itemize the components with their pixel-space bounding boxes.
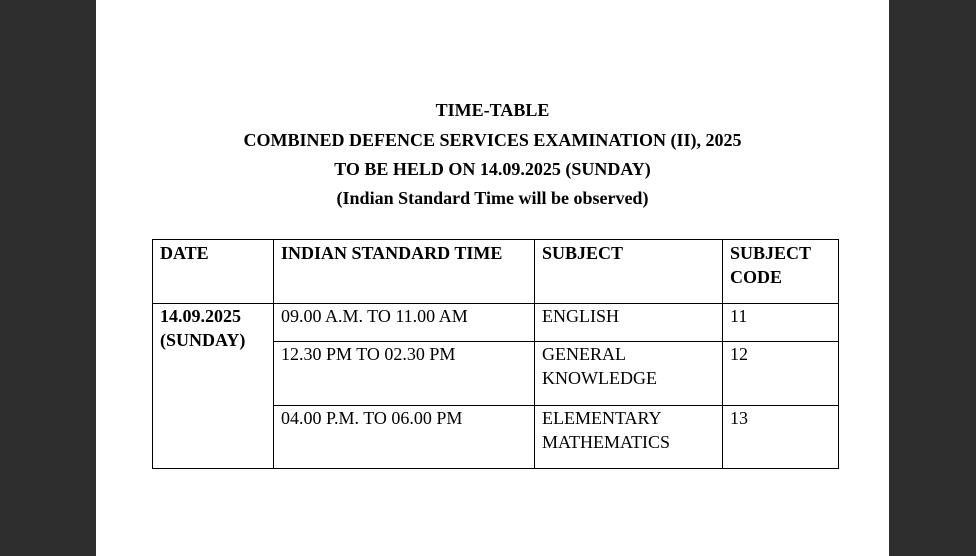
time-cell: 12.30 PM TO 02.30 PM: [274, 342, 535, 406]
code-cell: 12: [723, 342, 839, 406]
day-value: (SUNDAY): [160, 330, 246, 350]
header-code-line2: CODE: [730, 267, 783, 287]
header-date: DATE: [153, 240, 274, 304]
subject-line1: GENERAL: [542, 344, 626, 364]
subject-cell: [535, 304, 723, 342]
code-cell: 13: [723, 406, 839, 469]
document-page: [96, 0, 889, 556]
header-subject-code: [723, 240, 839, 304]
table-row: [153, 304, 839, 342]
header-code-line1: SUBJECT: [730, 243, 812, 263]
exam-name: COMBINED DEFENCE SERVICES EXAMINATION (II), 2025: [243, 130, 742, 150]
subject-cell: [535, 342, 723, 406]
header-time: INDIAN STANDARD TIME: [274, 240, 535, 304]
document-title: TIME-TABLE: [435, 100, 550, 120]
header-subject: SUBJECT: [535, 240, 723, 304]
date-cell: [153, 304, 274, 469]
exam-date-line: TO BE HELD ON 14.09.2025 (SUNDAY): [334, 159, 651, 179]
subject-line1: ENGLISH: [542, 306, 619, 326]
time-cell: 09.00 A.M. TO 11.00 AM: [274, 304, 535, 342]
subject-line1: ELEMENTARY: [542, 408, 662, 428]
code-cell: 11: [723, 304, 839, 342]
subject-line2: KNOWLEDGE: [542, 368, 657, 388]
subject-line2: MATHEMATICS: [542, 432, 671, 452]
time-note: (Indian Standard Time will be observed): [336, 188, 649, 208]
table-header-row: [153, 240, 839, 304]
date-value: 14.09.2025: [160, 306, 241, 326]
subject-cell: [535, 406, 723, 469]
time-cell: 04.00 P.M. TO 06.00 PM: [274, 406, 535, 469]
timetable: [152, 239, 839, 469]
